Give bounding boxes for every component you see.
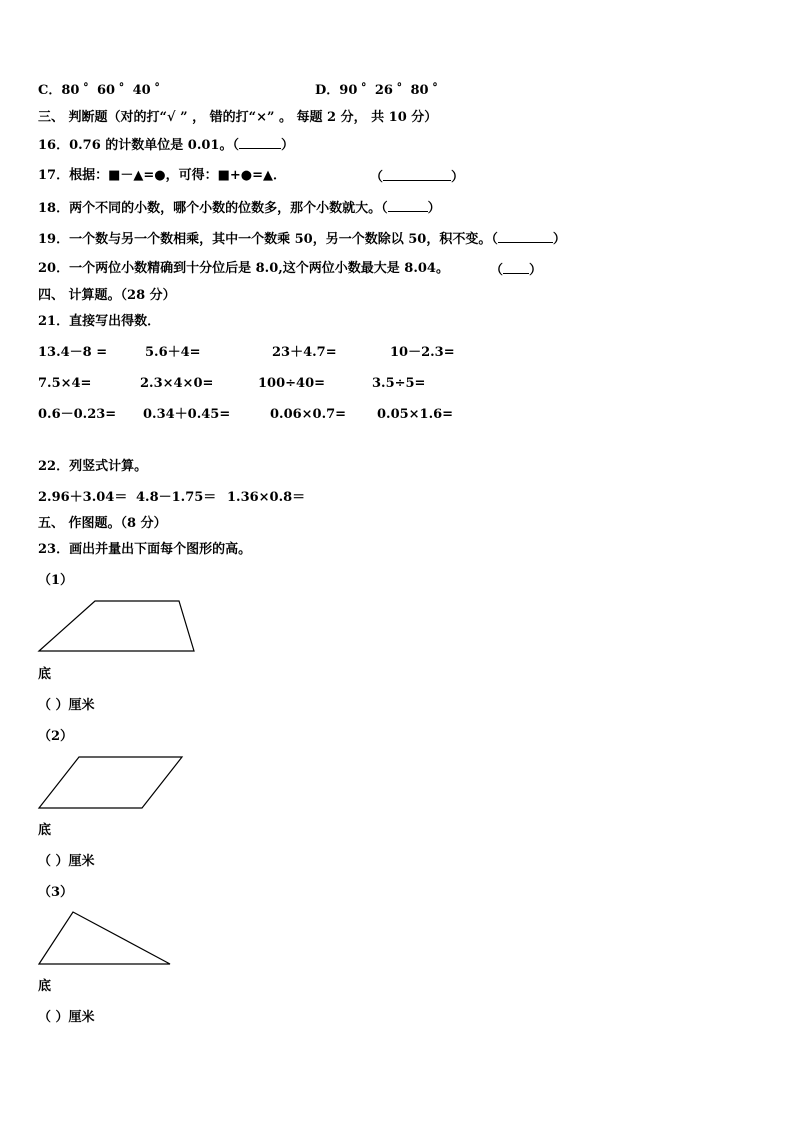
answer-blank-18[interactable]	[388, 199, 428, 212]
question-17-answer	[370, 168, 464, 186]
calc-item: 5.6＋4=	[145, 345, 201, 360]
question-18-text: 18．两个不同的小数，哪个小数的位数多，那个小数就大。（	[38, 201, 388, 216]
close-paren: ）	[451, 170, 465, 185]
calc-item: 3.5÷5=	[372, 376, 426, 391]
figure-1-label: （1）	[38, 573, 74, 588]
calc-item: 13.4－8 =	[38, 345, 108, 360]
figure-2-base-label: 底	[38, 823, 52, 838]
calc-item: 100÷40=	[258, 376, 326, 391]
section-4-title: 四、 计算题。（28 分）	[38, 288, 176, 303]
question-20-answer	[490, 261, 542, 279]
question-20	[38, 261, 449, 277]
answer-blank-16[interactable]	[239, 136, 281, 149]
vertical-calc-item: 1.36×0.8＝	[227, 490, 306, 505]
answer-blank-19[interactable]	[498, 230, 553, 243]
question-21: 21．直接写出得数．	[38, 314, 161, 329]
section-5-title: 五、 作图题。（8 分）	[38, 516, 167, 531]
triangle-figure	[36, 909, 176, 967]
calc-item: 7.5×4=	[38, 376, 92, 391]
question-17	[38, 168, 286, 184]
close-paren: ）	[427, 201, 441, 216]
figure-1-answer[interactable]: （ ）厘米	[38, 698, 95, 713]
figure-3-label: （3）	[38, 885, 74, 900]
figure-2-answer[interactable]: （ ）厘米	[38, 854, 95, 869]
calc-item: 0.05×1.6=	[377, 407, 454, 422]
figure-2-label: （2）	[38, 729, 74, 744]
calc-item: 0.6－0.23=	[38, 407, 117, 422]
figure-1-base-label: 底	[38, 667, 52, 682]
question-17-text: 17．根据：■－▲=●，可得：■+●=▲．	[38, 168, 287, 183]
trapezoid-figure	[36, 597, 198, 655]
figure-3-answer[interactable]: （ ）厘米	[38, 1010, 95, 1025]
question-18	[38, 199, 441, 217]
option-d: D．90 ゜26 ゜80 ゜	[315, 83, 447, 98]
section-3-title: 三、 判断题（对的打“√ ” ， 错的打“×” 。 每题 2 分， 共 10 分）	[38, 110, 438, 125]
calc-item: 2.3×4×0=	[140, 376, 214, 391]
open-paren: （	[370, 170, 384, 185]
option-c: C．80 ゜60 ゜40 ゜	[38, 83, 169, 98]
calc-item: 23＋4.7=	[272, 345, 337, 360]
question-19-text: 19．一个数与另一个数相乘，其中一个数乘 50，另一个数除以 50，积不变。（	[38, 232, 498, 247]
question-16-text: 16．0.76 的计数单位是 0.01。（	[38, 138, 239, 153]
question-19	[38, 230, 566, 248]
close-paren: ）	[280, 138, 294, 153]
parallelogram-figure	[36, 753, 186, 811]
calc-item: 0.06×0.7=	[270, 407, 347, 422]
vertical-calc-item: 4.8－1.75＝	[136, 490, 217, 505]
calc-item: 10－2.3=	[390, 345, 455, 360]
figure-3-base-label: 底	[38, 979, 52, 994]
question-16	[38, 136, 294, 154]
question-23: 23．画出并量出下面每个图形的高。	[38, 542, 252, 557]
close-paren: ）	[552, 232, 566, 247]
vertical-calc-item: 2.96＋3.04＝	[38, 490, 128, 505]
answer-blank-17[interactable]	[383, 168, 451, 181]
close-paren: ）	[529, 263, 543, 278]
open-paren: （	[490, 263, 504, 278]
calc-item: 0.34＋0.45=	[143, 407, 231, 422]
question-20-text: 20．一个两位小数精确到十分位后是 8.0,这个两位小数最大是 8.04。	[38, 261, 449, 276]
answer-blank-20[interactable]	[503, 261, 529, 274]
question-22: 22．列竖式计算。	[38, 459, 148, 474]
